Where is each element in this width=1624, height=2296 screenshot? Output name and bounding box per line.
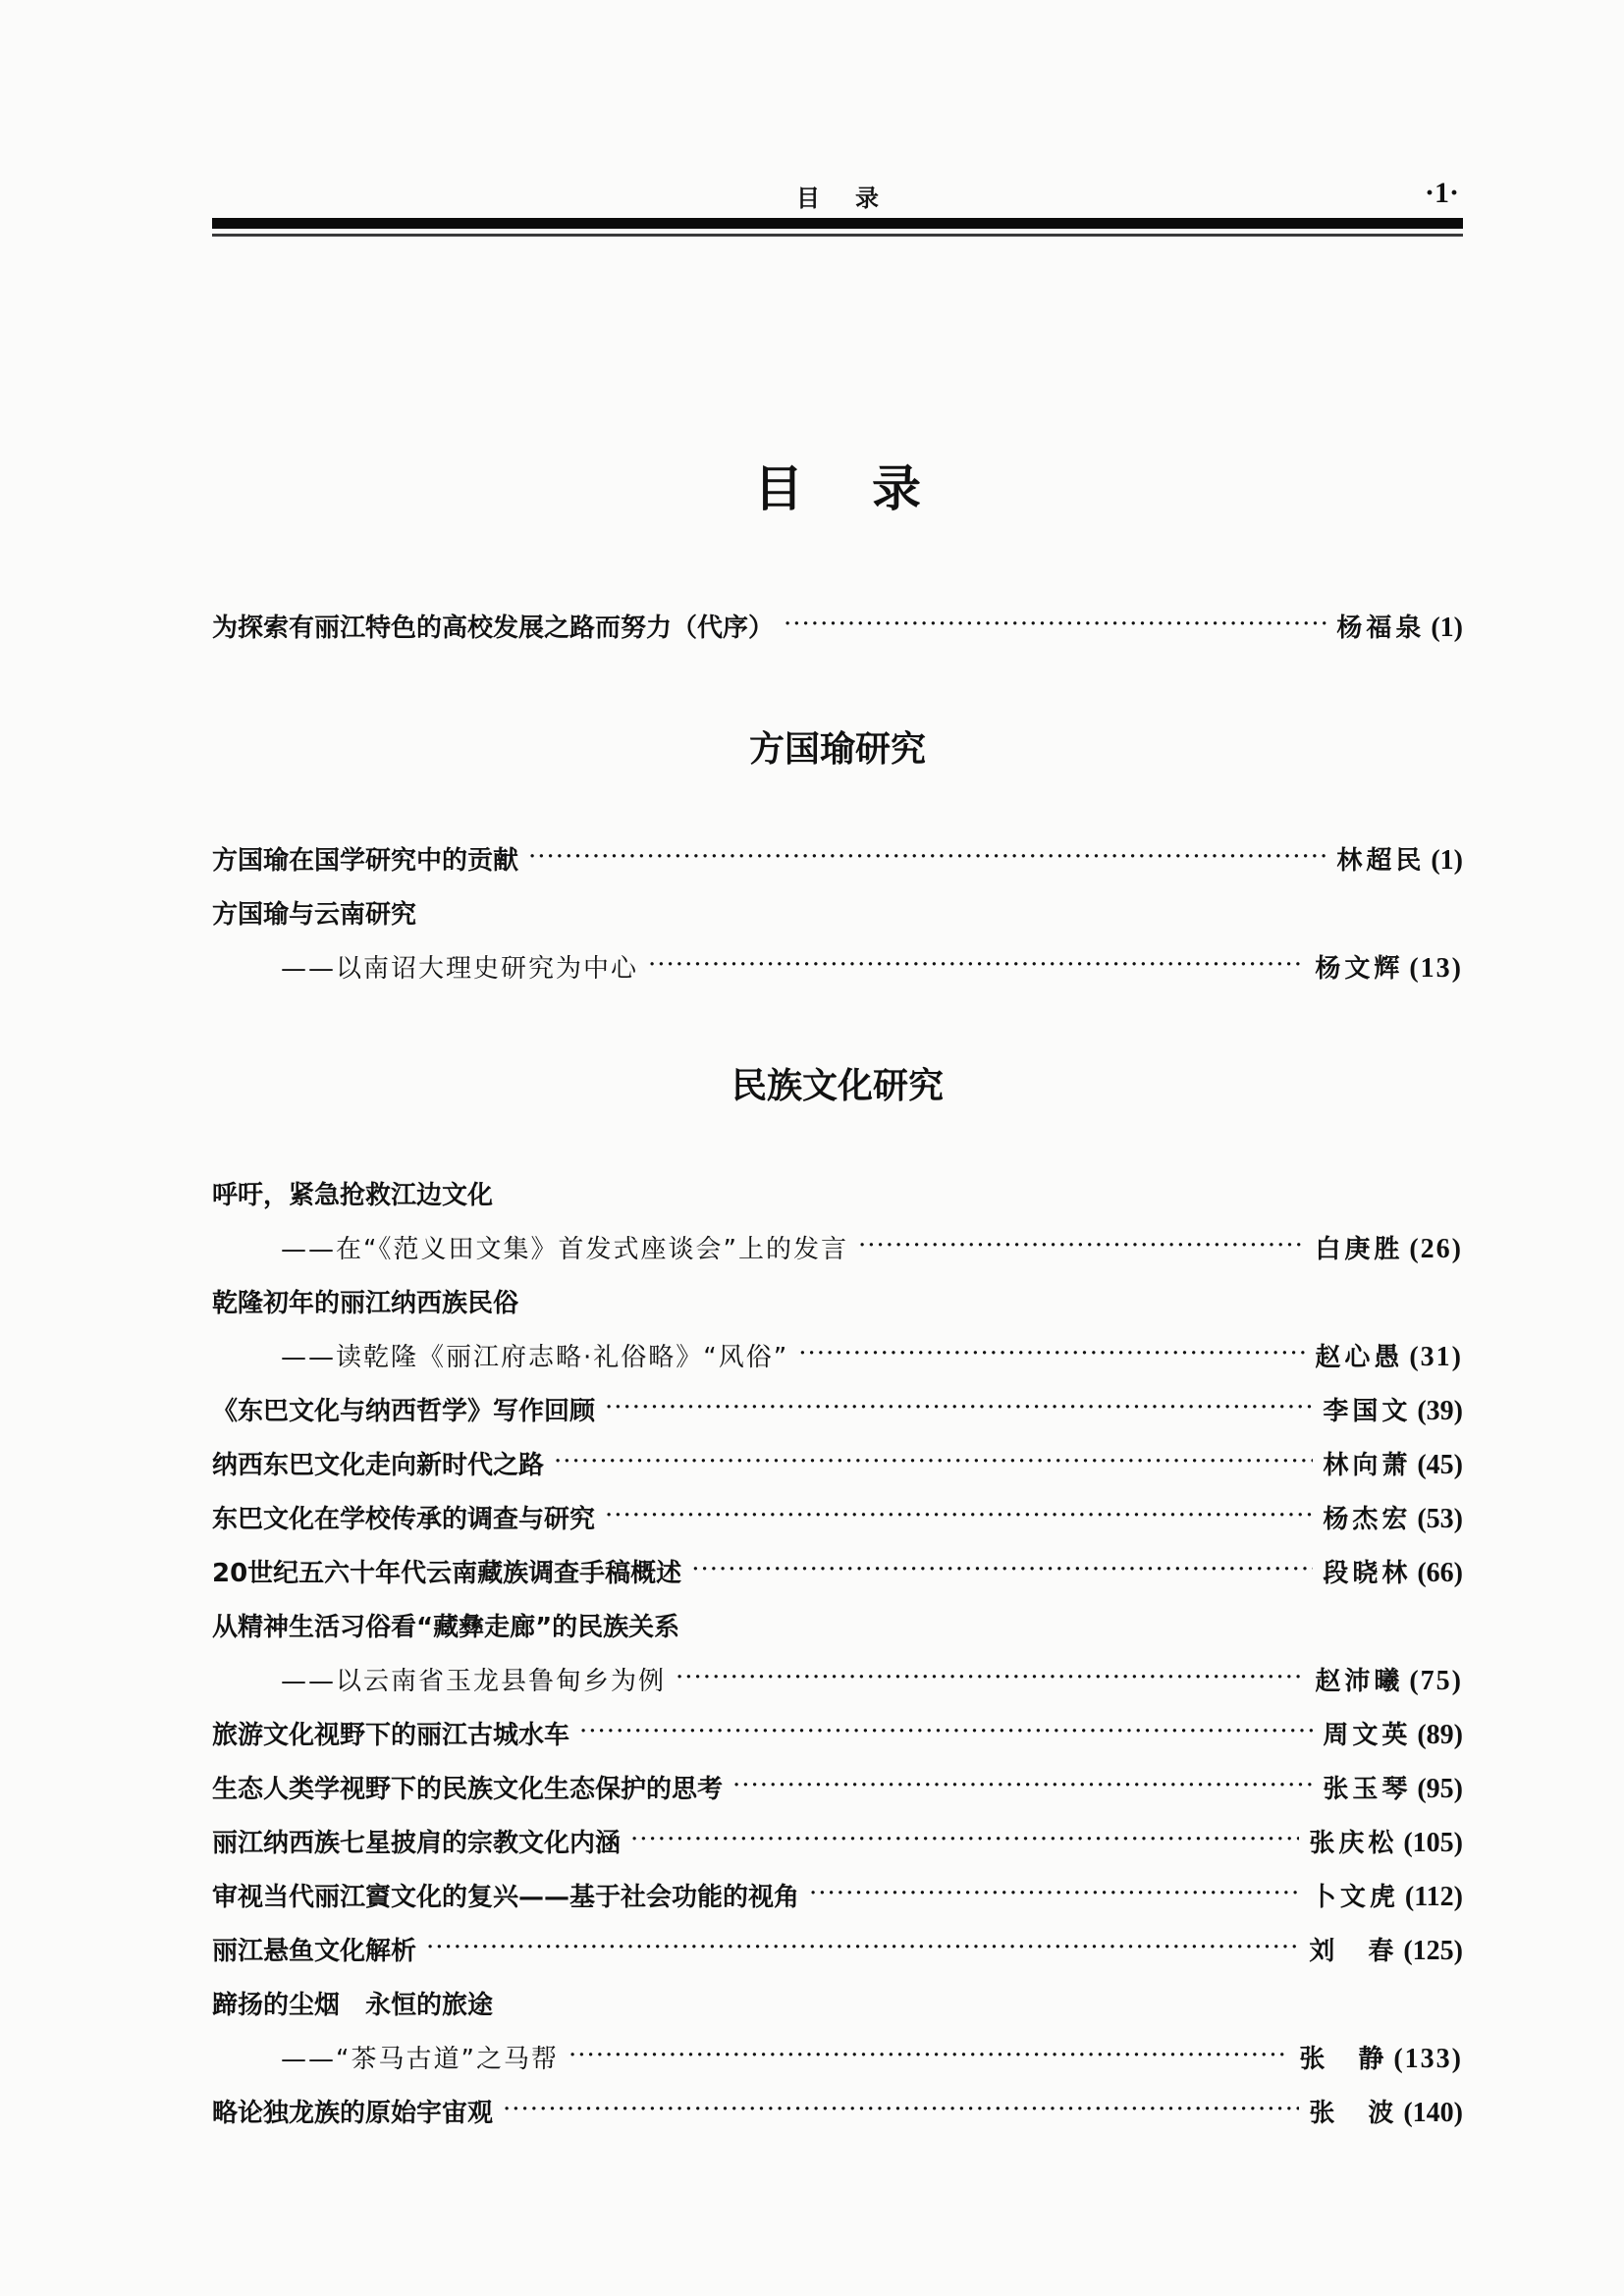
section-heading-ethnic-culture: 民族文化研究 [731,1066,944,1106]
toc-entry-subtitle: ——读乾隆《丽江府志略·礼俗略》“风俗” [281,1343,789,1372]
toc-entry-page: (13) [1409,953,1463,984]
dot-leader [605,1388,1313,1427]
toc-entry-subtitle-line[interactable] [212,1230,1463,1269]
toc-entry-preface[interactable] [212,609,1463,648]
toc-entry[interactable] [212,2094,1463,2133]
toc-entry-page: (53) [1417,1504,1463,1534]
dot-leader [568,2036,1289,2075]
toc-entry-page: (26) [1409,1234,1463,1264]
toc-entry-title: 蹄扬的尘烟 永恒的旅途 [212,1991,494,2020]
toc-entry-title: 方国瑜与云南研究 [212,900,417,930]
toc-entry-author: 白庚胜 [1315,1235,1404,1264]
toc-entry[interactable] [212,1878,1463,1917]
toc-entry-author: 杨文辉 [1315,954,1404,984]
toc-entry-author: 刘 春 [1309,1937,1398,1966]
toc-entry-subtitle-line[interactable] [212,1338,1463,1377]
toc-entry-author: 林超民 [1336,846,1426,876]
toc-entry-title: 从精神生活习俗看“藏彝走廊”的民族关系 [212,1613,680,1642]
toc-entry-title: 审视当代丽江賨文化的复兴——基于社会功能的视角 [212,1883,800,1912]
toc-entry-page: (75) [1409,1666,1463,1696]
toc-entry-page: (39) [1417,1396,1463,1426]
toc-entry-author: 张 波 [1309,2099,1398,2128]
toc-entry[interactable] [212,841,1463,881]
toc-entry-title: 20世纪五六十年代云南藏族调查手稿概述 [212,1559,682,1588]
toc-entry-author: 张 静 [1299,2045,1388,2074]
toc-entry-title: 东巴文化在学校传承的调查与研究 [212,1505,596,1534]
toc-entry-title: 生态人类学视野下的民族文化生态保护的思考 [212,1775,724,1804]
toc-entry-title: 方国瑜在国学研究中的贡献 [212,846,519,876]
toc-entry-page: (45) [1417,1450,1463,1480]
toc-entry-page: (66) [1417,1558,1463,1588]
dot-leader [732,1766,1313,1805]
toc-entry-subtitle: ——以南诏大理史研究为中心 [281,954,639,984]
toc-entry[interactable] [212,1770,1463,1809]
dot-leader [858,1226,1305,1265]
toc-entry-author: 张庆松 [1309,1829,1398,1858]
running-head-page-number: ·1· [1424,177,1459,209]
toc-entry-page: (140) [1403,2098,1463,2128]
toc-entry[interactable] [212,1824,1463,1863]
dot-leader [784,605,1326,644]
dot-leader [630,1820,1299,1859]
toc-entry-page: (133) [1393,2044,1463,2074]
toc-entry-page: (89) [1417,1720,1463,1750]
toc-entry-title: 略论独龙族的原始宇宙观 [212,2099,494,2128]
toc-entry-page: (1) [1431,845,1463,876]
dot-leader [691,1550,1313,1589]
toc-entry-author: 赵沛曦 [1315,1667,1404,1696]
toc-entry[interactable] [212,895,1463,934]
dot-leader [605,1496,1313,1535]
toc-entry-subtitle-line[interactable] [212,2040,1463,2079]
toc-entry-author: 赵心愚 [1315,1343,1404,1372]
toc-entry-page: (31) [1409,1342,1463,1372]
toc-page [212,0,1463,2296]
dot-leader [676,1658,1305,1697]
running-head-title: 目录 [796,184,914,212]
dot-leader [426,1928,1299,1967]
toc-entry[interactable] [212,1554,1463,1593]
running-head [212,177,1463,216]
toc-entry-title: 丽江悬鱼文化解析 [212,1937,417,1966]
header-rule-thick [212,218,1463,229]
toc-entry-title: 《东巴文化与纳西哲学》写作回顾 [212,1397,596,1426]
toc-entry-subtitle-line[interactable] [212,949,1463,988]
toc-entry[interactable] [212,1176,1463,1215]
dot-leader [798,1334,1305,1373]
toc-entry-author: 杨福泉 [1336,614,1426,643]
dot-leader [503,2090,1299,2129]
section-heading-fang-guoyu: 方国瑜研究 [748,729,926,770]
toc-entry-subtitle: ——以云南省玉龙县鲁甸乡为例 [281,1667,667,1696]
dot-leader [528,837,1326,877]
toc-entry[interactable] [212,1986,1463,2025]
dot-leader [648,945,1305,985]
toc-entry-author: 周文英 [1323,1721,1412,1750]
toc-entry-page: (112) [1404,1882,1463,1912]
dot-leader [579,1712,1313,1751]
toc-entry[interactable] [212,1608,1463,1647]
toc-entry-title: 为探索有丽江特色的高校发展之路而努力（代序） [212,614,775,643]
toc-entry-page: (1) [1431,613,1463,643]
toc-entry[interactable] [212,1446,1463,1485]
toc-entry-author: 卜文虎 [1310,1883,1399,1912]
toc-entry-title: 纳西东巴文化走向新时代之路 [212,1451,545,1480]
toc-entry-title: 乾隆初年的丽江纳西族民俗 [212,1289,519,1318]
toc-entry[interactable] [212,1392,1463,1431]
toc-entry-author: 段晓林 [1323,1559,1412,1588]
toc-entry-title: 呼吁，紧急抢救江边文化 [212,1181,494,1210]
toc-entry-page: (125) [1403,1936,1463,1966]
toc-entry[interactable] [212,1716,1463,1755]
dot-leader [809,1874,1301,1913]
toc-entry-page: (105) [1403,1828,1463,1858]
toc-entry-subtitle: ——在“《范义田文集》首发式座谈会”上的发言 [281,1235,848,1264]
toc-entry-title: 丽江纳西族七星披肩的宗教文化内涵 [212,1829,622,1858]
dot-leader [554,1442,1313,1481]
toc-entry-subtitle-line[interactable] [212,1662,1463,1701]
toc-entry[interactable] [212,1284,1463,1323]
toc-entry[interactable] [212,1500,1463,1539]
toc-entry-title: 旅游文化视野下的丽江古城水车 [212,1721,570,1750]
toc-entry-author: 张玉琴 [1323,1775,1412,1804]
header-rule-thin [212,234,1463,237]
toc-entry-author: 杨杰宏 [1323,1505,1412,1534]
toc-entry[interactable] [212,1932,1463,1971]
page-title: 目录 [754,459,990,517]
toc-entry-author: 李国文 [1323,1397,1412,1426]
toc-entry-subtitle: ——“茶马古道”之马帮 [281,2045,559,2074]
toc-entry-author: 林向萧 [1323,1451,1412,1480]
toc-entry-page: (95) [1417,1774,1463,1804]
